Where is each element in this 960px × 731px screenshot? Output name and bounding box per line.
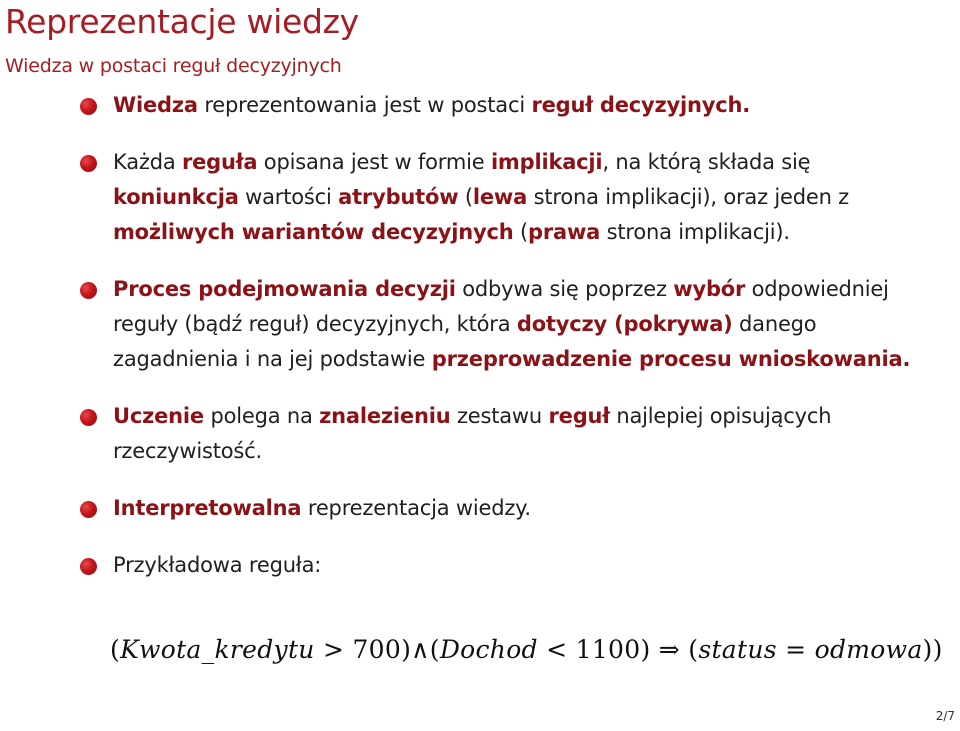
formula-implies: ⇒ xyxy=(650,635,689,664)
text-segment: reprezentowania jest w postaci xyxy=(197,93,532,117)
text-segment: zestawu xyxy=(450,404,549,428)
bold-text: wybór xyxy=(673,277,746,301)
text-segment: strona implikacji), oraz jeden z xyxy=(527,185,850,209)
formula-operator: < 1100) xyxy=(537,635,651,664)
list-item xyxy=(80,399,940,469)
text-segment: ( xyxy=(458,185,473,209)
bold-text: Uczenie xyxy=(113,404,204,428)
formula-paren: ( xyxy=(110,635,121,664)
text-segment: odbywa się poprzez xyxy=(455,277,674,301)
text-segment: strona implikacji). xyxy=(600,220,790,244)
formula-and: ∧ xyxy=(411,635,430,664)
bullet-ball-icon xyxy=(80,98,97,115)
text-segment: reprezentacja wiedzy. xyxy=(301,496,531,520)
bullet-ball-icon xyxy=(80,282,97,299)
bold-text: koniunkcja xyxy=(113,185,239,209)
bold-text: atrybutów xyxy=(338,185,459,209)
text-segment: polega na xyxy=(203,404,320,428)
formula-paren: )) xyxy=(922,635,943,664)
formula-operator: = xyxy=(776,635,815,664)
bold-text: Wiedza xyxy=(113,93,198,117)
text-segment: Każda xyxy=(113,150,182,174)
text-segment: najlepiej opisujących rzeczywistość. xyxy=(113,404,832,463)
bold-text: Proces podejmowania decyzji xyxy=(113,277,456,301)
page-number: 2/7 xyxy=(935,709,955,723)
item-text xyxy=(113,150,849,244)
formula-variable: status xyxy=(698,635,777,664)
bold-text: dotyczy (pokrywa) xyxy=(516,312,733,336)
bullet-ball-icon xyxy=(80,155,97,172)
bold-text: reguła xyxy=(181,150,258,174)
bold-text: znalezieniu xyxy=(319,404,451,428)
formula-variable: Kwota_kredytu xyxy=(120,635,315,664)
list-item xyxy=(80,88,940,123)
list-item xyxy=(80,548,940,583)
formula-paren: ( xyxy=(429,635,440,664)
text-segment: wartości xyxy=(238,185,339,209)
text-segment: danego zagadnienia i na jej podstawie xyxy=(113,312,817,371)
bold-text: prawa xyxy=(527,220,601,244)
bold-text: Interpretowalna xyxy=(113,496,302,520)
bold-text: reguł decyzyjnych. xyxy=(531,93,751,117)
list-item xyxy=(80,491,940,526)
list-item xyxy=(80,272,940,377)
text-segment: odpowiedniej reguły (bądź reguł) decyzyjnych, która xyxy=(113,277,889,336)
item-text xyxy=(113,277,910,371)
formula-paren: ( xyxy=(688,635,699,664)
bullet-ball-icon xyxy=(80,558,97,575)
bold-text: możliwych wariantów decyzyjnych xyxy=(113,220,514,244)
item-text xyxy=(113,404,831,463)
bullet-list xyxy=(80,88,940,605)
bold-text: implikacji xyxy=(490,150,603,174)
text-segment: Przykładowa reguła: xyxy=(113,553,322,577)
bullet-ball-icon xyxy=(80,409,97,426)
formula-operator: > 700) xyxy=(314,635,412,664)
text-segment: , na którą składa się xyxy=(602,150,811,174)
list-item xyxy=(80,145,940,250)
slide-title: Reprezentacje wiedzy xyxy=(5,2,359,41)
item-text xyxy=(113,496,531,520)
text-segment: opisana jest w formie xyxy=(257,150,491,174)
formula-value: odmowa xyxy=(814,635,923,664)
item-text xyxy=(113,553,321,577)
bold-text: reguł xyxy=(548,404,610,428)
bullet-ball-icon xyxy=(80,501,97,518)
item-text xyxy=(113,93,750,117)
formula-variable: Dochod xyxy=(439,635,538,664)
example-rule-formula xyxy=(110,635,943,664)
text-segment: ( xyxy=(513,220,528,244)
bold-text: lewa xyxy=(472,185,528,209)
bold-text: przeprowadzenie procesu wnioskowania. xyxy=(431,347,911,371)
slide-subtitle: Wiedza w postaci reguł decyzyjnych xyxy=(5,55,342,77)
